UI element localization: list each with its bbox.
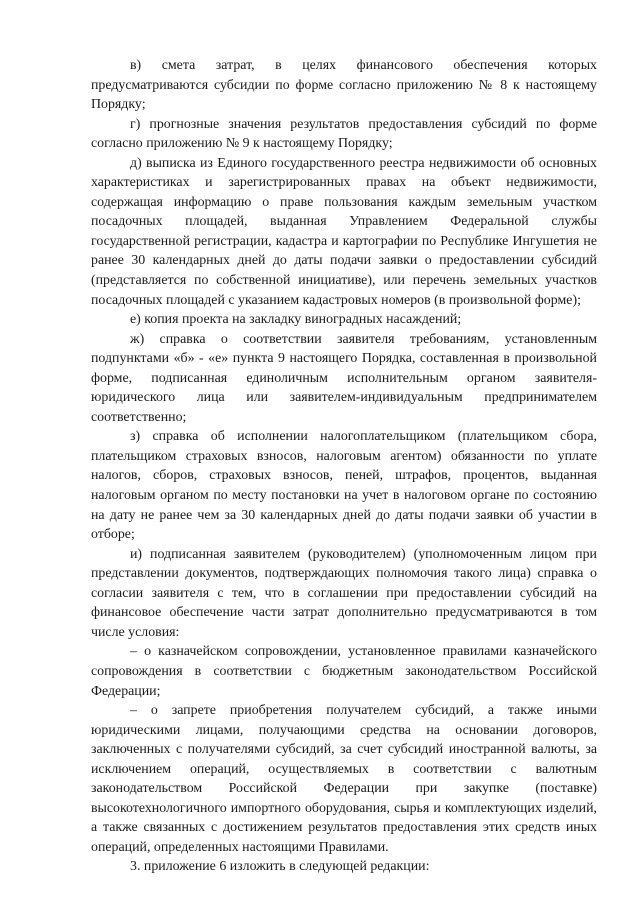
document-page <box>91 56 597 877</box>
paragraph-v-cost-estimate: в) смета затрат, в целях финансового обеспечения которых предусматриваются субсидии по форме согласно приложению № 8 к настоящему Порядку; <box>91 58 597 113</box>
paragraph-e-vineyard-project: е) копия проекта на закладку виноградных насаждений; <box>130 312 462 328</box>
paragraph-appendix-6-amendment: 3. приложение 6 изложить в следующей редакции: <box>130 859 430 875</box>
paragraph-z-tax-certificate: з) справка об исполнении налогоплательщиком (плательщиком сбора, плательщиком страховых взносов, налоговым агентом) обязанности по уплате налогов, сборов, страховых взносов, пеней, штрафов, процентов, выданная налоговым органом по месту постановки на учет в налоговом органе по состоянию на дату не ранее чем за 30 календарных дней до даты подачи заявки об участии в отборе; <box>91 429 597 543</box>
paragraph-dash-currency-prohibition: – о запрете приобретения получателем субсидий, а также иными юридическими лицами, получающими средства на основании договоров, заключенных с получателями субсидий, за счет субсидий иностранной валюты, за исключением операций, осуществляемых в соответствии с валютным законодательством Российской Федерации при закупке (поставке) высокотехнологичного импортного оборудования, сырья и комплектующих изделий, а также связанных с достижением результатов предоставления этих средств иных операций, определенных настоящими Правилами. <box>91 703 597 855</box>
paragraph-dash-treasury-support: – о казначейском сопровождении, установленное правилами казначейского сопровождения в соответствии с бюджетным законодательством Российской Федерации; <box>91 644 597 699</box>
paragraph-zh-compliance-certificate: ж) справка о соответствии заявителя требованиям, установленным подпунктами «б» - «е» пункта 9 настоящего Порядка, составленная в произвольной форме, подписанная единоличным исполнительным органом заявителя-юридического лица или заявителем-индивидуальным предпринимателем соответственно; <box>91 331 597 425</box>
paragraph-g-forecast-values: г) прогнозные значения результатов предоставления субсидий по форме согласно приложению № 9 к настоящему Порядку; <box>91 116 597 152</box>
paragraph-d-registry-extract: д) выписка из Единого государственного реестра недвижимости об основных характеристиках и зарегистрированных правах на объект недвижимости, содержащая информацию о праве пользования каждым земельным участком посадочных площадей, выданная Управлением Федеральной службы государственной регистрации, кадастра и картографии по Республике Ингушетия не ранее 30 календарных дней до даты подачи заявки о предоставлении субсидий (представляется по собственной инициативе), или перечень земельных участков посадочных площадей с указанием кадастровых номеров (в произвольной форме); <box>91 155 597 308</box>
paragraph-i-consent-certificate: и) подписанная заявителем (руководителем) (уполномоченным лицом при представлении документов, подтверждающих полномочия такого лица) справка о согласии заявителя с тем, что в соглашении при предоставлении субсидий на финансовое обеспечение части затрат дополнительно предусматриваются в том числе условия: <box>91 546 597 640</box>
